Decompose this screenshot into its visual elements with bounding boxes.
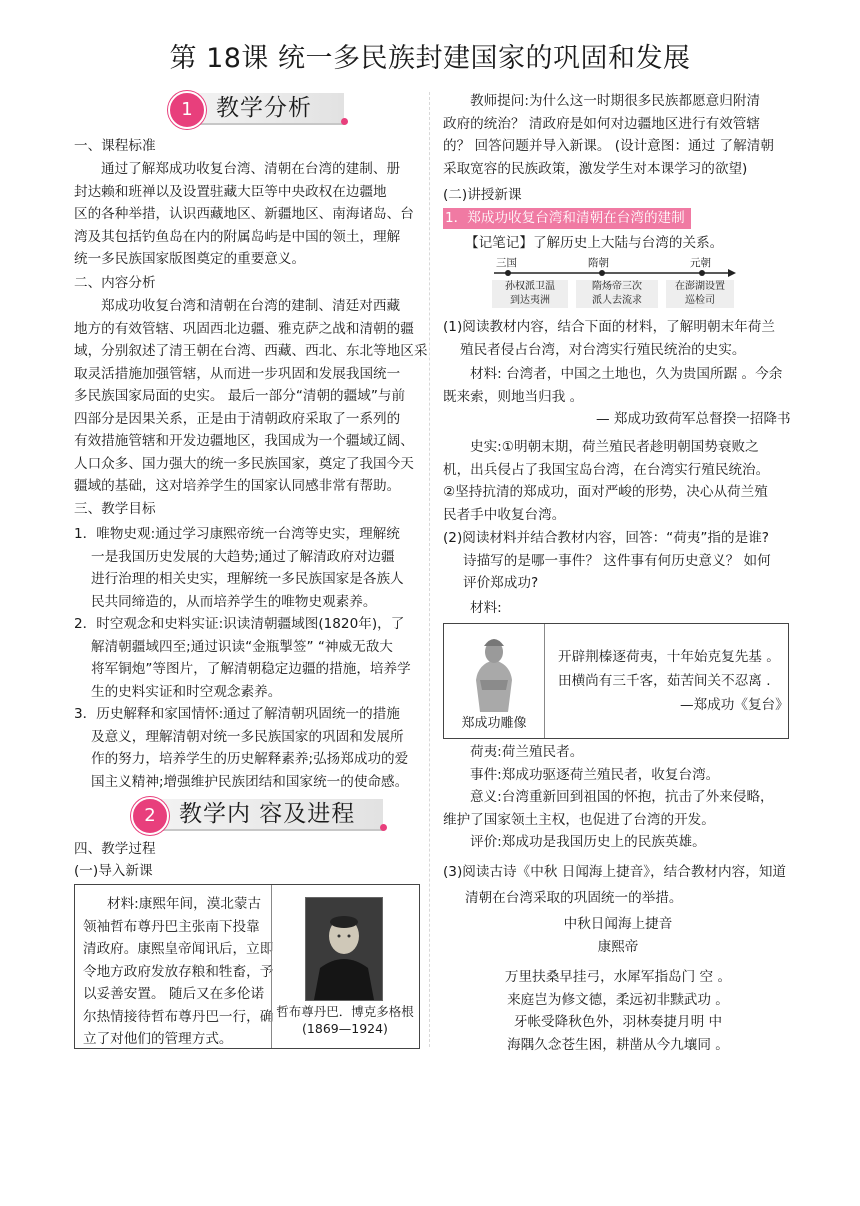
- material-source: — 郑成功致荷军总督揆一招降书: [596, 411, 791, 427]
- note-text: 【记笔记】了解历史上大陆与台湾的关系。: [465, 235, 724, 251]
- section-title: 教学分析: [216, 95, 312, 121]
- page-title: 第 18课 统一多民族封建国家的巩固和发展: [169, 43, 691, 74]
- timeline-event: 在澎湖设置 巡检司: [666, 280, 734, 308]
- heading-curriculum-standard: 一、课程标准: [74, 138, 156, 154]
- heading-teaching-goals: 三、教学目标: [74, 501, 156, 517]
- question-3-cont: 清朝在台湾采取的巩固统一的举措。: [465, 890, 683, 906]
- question-3: (3)阅读古诗《中秋 日闻海上捷音》，结合教材内容，知道: [443, 864, 787, 880]
- goal-item: 2．时空观念和史料实证:识读清朝疆域图(1820年)，了 解清朝疆域四至;通过识读“金瓶掣签” “神威无敌大 将军铜炮”等图片，了解清朝稳定边疆的措施，培养学 生的史料实证和时空观念素养。: [74, 616, 411, 700]
- timeline-event: 隋炀帝三次 派人去流求: [576, 280, 658, 308]
- zheng-chenggong-statue-image: [458, 630, 530, 712]
- teacher-question-text: 教师提问:为什么这一时期很多民族都愿意归附清 政府的统治？ 清政府是如何对边疆地区进行有效管辖 的？ 回答问题并导入新课。 (设计意图：通过 了解清朝 采取宽容的民族政策，激发学生对本课学习的欲望): [443, 93, 774, 177]
- section-title: 教学内 容及进程: [179, 801, 356, 827]
- heading-teaching-process: 四、教学过程: [74, 841, 156, 857]
- poem-title: 中秋日闻海上捷音: [563, 916, 673, 932]
- teaching-goals-list: [74, 523, 420, 793]
- section-number-badge: 1: [168, 91, 206, 129]
- kangxi-poem: [443, 913, 793, 1056]
- poem-line: 万里扶桑早挂弓，水犀军指岛门 空 。: [504, 969, 732, 985]
- poem-line: 来庭岂为修文德，柔远初非黩武功 。: [507, 991, 729, 1008]
- question-2: (2)阅读材料并结合教材内容，回答：“荷夷”指的是谁? 诗描写的是哪一事件？ 这件事有何历史意义？ 如何 评价郑成功?: [443, 530, 771, 591]
- timeline-label: 元朝: [690, 257, 711, 269]
- question-1-material: 材料: 台湾者，中国之土地也，久为贵国所踞 。今余 既来索，则地当归我 。: [443, 366, 783, 405]
- content-analysis-text: 郑成功收复台湾和清朝在台湾的建制、清廷对西藏 地方的有效管辖、巩固西北边疆、雅克萨之战和清朝的疆 域，分别叙述了清王朝在台湾、西藏、西北、东北等地区采 取灵活措施加强管辖，从而进一步巩固和发展我国统一 多民族国家局面的史实。 最后一部分“清朝的疆域”与前 四部分是因果关系，正是由于清朝政府采取了一系列的 有效措施管辖和开发边疆地区，我国成为一个疆域辽阔、 人口众多、国力强大的统一多民族国家，奠定了我国今天 疆域的基础，这对培养学生的国家认同感非常有帮助。: [74, 298, 428, 494]
- timeline-label: 隋朝: [588, 257, 609, 269]
- question-2-material-label: 材料:: [470, 600, 502, 616]
- poem-box-fu-tai: [443, 623, 789, 739]
- question-1: (1)阅读教材内容，结合下面的材料，了解明朝末年荷兰 殖民者侵占台湾，对台湾实行殖民统治的史实。: [443, 319, 775, 358]
- timeline-event: 孙权派卫温 到达夷洲: [492, 280, 568, 308]
- timeline-axis: [492, 266, 737, 280]
- heading-content-analysis: 二、内容分析: [74, 275, 156, 291]
- section-header-analysis: [168, 89, 344, 127]
- section-number-badge: 2: [131, 797, 169, 835]
- poem-line: 开辟荆榛逐荷夷，十年始克复先基 。: [558, 649, 780, 665]
- subheading-zheng-chenggong: 1．郑成功收复台湾和清朝在台湾的建制: [443, 207, 691, 230]
- material-box-zanabazar: [74, 884, 420, 1049]
- column-divider: [429, 92, 430, 1047]
- statue-caption: 郑成功雕像: [461, 716, 527, 731]
- poem-author: 康熙帝: [597, 938, 639, 955]
- curriculum-standard-text: 通过了解郑成功收复台湾、清朝在台湾的建制、册 封达赖和班禅以及设置驻藏大臣等中央政权在边疆地 区的各种举措，认识西藏地区、新疆地区、南海诸岛、台 湾及其包括钓鱼岛在内的附属岛屿是中国的领土，理解 统一多民族国家版图奠定的重要意义。: [74, 161, 414, 267]
- heading-new-lesson: (二)讲授新课: [443, 187, 522, 203]
- poem-line: 海隅久念苍生困，耕凿从今九壤同 。: [507, 1036, 729, 1053]
- poem-line: 牙帐受降秋色外，羽林奏捷月明 中: [513, 1014, 723, 1030]
- goal-item: 3．历史解释和家国情怀:通过了解清朝巩固统一的措施 及意义，理解清朝对统一多民族国家的巩固和发展所 作的努力，培养学生的历史解释素养;弘扬郑成功的爱 国主义精神;增强维护民族团结和国家统一的使命感。: [74, 706, 409, 790]
- heading-lead-in: (一)导入新课: [74, 863, 153, 879]
- section-header-process: [131, 795, 383, 833]
- answers: 荷夷:荷兰殖民者。 事件:郑成功驱逐荷兰殖民者，收复台湾。 意义:台湾重新回到祖国的怀抱，抗击了外来侵略， 维护了国家领土主权，也促进了台湾的开发。 评价:郑成功是我国历史上的民族英雄。: [443, 744, 774, 850]
- material-text: 材料:康熙年间，漠北蒙古 领袖哲布尊丹巴主张南下投靠 清政府。康熙皇帝闻讯后，立即 令地方政府发放存粮和牲畜，予 以妥善安置。 随后又在多伦诺 尔热情接待哲布尊丹巴一行，确 立了对他们的管理方式。: [83, 896, 274, 1047]
- history-timeline: [492, 255, 737, 310]
- zanabazar-portrait-image: [305, 897, 383, 1001]
- goal-item: 1．唯物史观:通过学习康熙帝统一台湾等史实，理解统 一是我国历史发展的大趋势;通过了解清政府对边疆 进行治理的相关史实，理解统一多民族国家是各族人 民共同缔造的，从而培养学生的唯物史观素养。: [74, 526, 404, 610]
- portrait-caption: 哲布尊丹巴．博克多格根 (1869—1924): [276, 1004, 414, 1036]
- timeline-label: 三国: [496, 257, 517, 269]
- historical-facts: 史实:①明朝末期，荷兰殖民者趁明朝国势衰败之 机，出兵侵占了我国宝岛台湾，在台湾实行殖民统治。 ②坚持抗清的郑成功，面对严峻的形势，决心从荷兰殖 民者手中收复台湾。: [443, 439, 770, 523]
- poem-line: 田横尚有三千客，茹苦间关不忍离 .: [558, 673, 771, 689]
- poem-source: —郑成功《复台》: [680, 697, 789, 713]
